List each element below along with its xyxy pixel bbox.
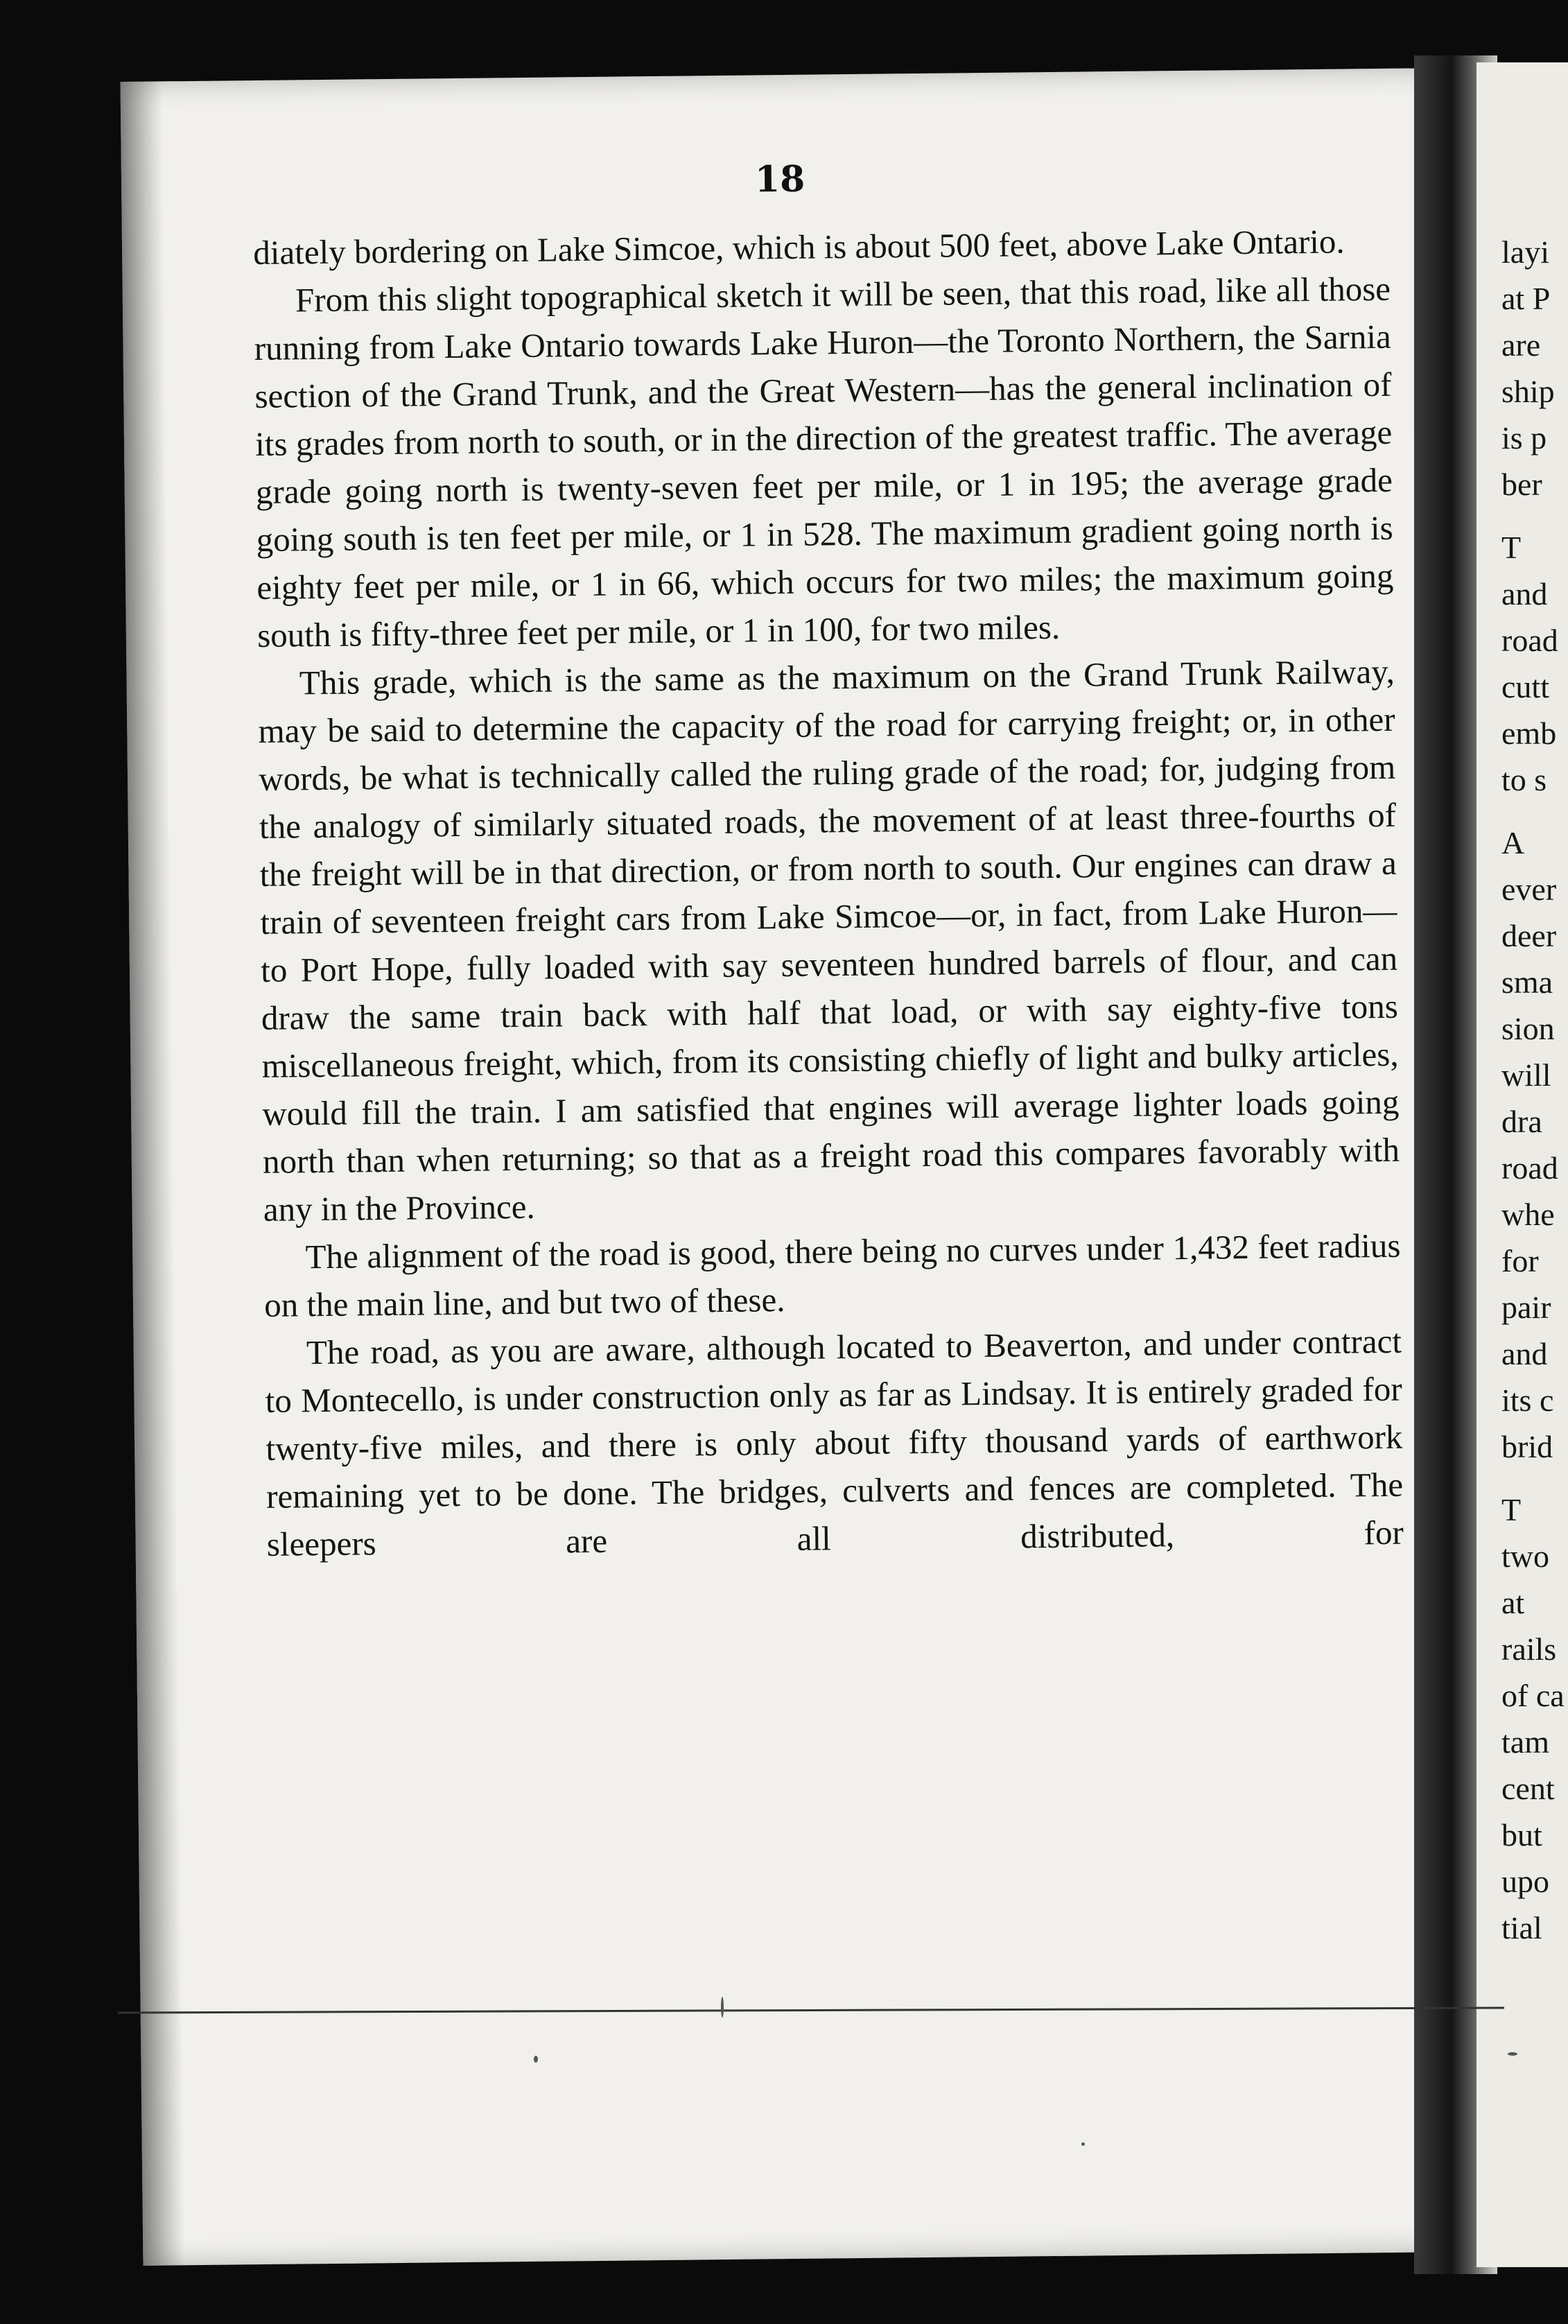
right-page-text-fragments — [1501, 229, 1568, 1951]
right-fragment-line: sma — [1501, 964, 1553, 1000]
right-fragment-line: pair — [1501, 1290, 1551, 1325]
scan-speck — [1508, 2052, 1517, 2056]
right-fragment-line: cent — [1501, 1771, 1555, 1806]
right-fragment-line: and — [1501, 576, 1548, 612]
right-fragment-line: will — [1501, 1057, 1551, 1093]
paragraph-gap — [1501, 1470, 1568, 1486]
right-fragment-line: tial — [1501, 1910, 1542, 1945]
paragraph-3: This grade, which is the same as the maximum on the Grand Trunk Railway, may be said to determine the capacity of the road for carrying freight; or, in other words, be what is technically called the ruling grade of the road; for, judging from the analogy of similarly situated roads, the movement of at least three-fourths of the freight will be in that direction, or from north to south. Our engines can draw a train of seventeen freight cars from Lake Simcoe—or, in fact, from Lake Huron—to Port Hope, fully loaded with say seventeen hundred barrels of flour, and can draw the same train back with half that load, or with say eighty-five tons miscellaneous freight, which, from its consisting chiefly of light and bulky articles, would fill the train. I am satisfied that engines will average lighter loads going north than when returning; so that as a freight road this compares favorably with any in the Province. — [258, 652, 1400, 1229]
right-fragment-line: road — [1501, 623, 1558, 658]
paragraph-5: The road, as you are aware, although located to Beaverton, and under contract to Montecello, is under construction only as far as Lindsay. It is entirely graded for twenty-five miles, and there is only about fifty thousand yards of earthwork remaining yet to be done. The bridges, culverts and fences are completed. The sleepers are all distributed, for — [265, 1321, 1404, 1563]
right-fragment-line: and — [1501, 1336, 1548, 1371]
right-fragment-line: ship — [1501, 374, 1555, 409]
right-fragment-line: is p — [1501, 420, 1547, 456]
right-fragment-line: sion — [1501, 1011, 1555, 1046]
right-fragment-line: A — [1501, 825, 1525, 860]
right-fragment-line: cutt — [1501, 669, 1549, 704]
body-text — [253, 217, 1404, 1568]
right-fragment-line: of ca — [1501, 1678, 1565, 1713]
right-fragment-line: at P — [1501, 281, 1551, 316]
right-fragment-line: at — [1501, 1585, 1525, 1620]
right-fragment-line: to s — [1501, 762, 1547, 797]
right-fragment-line: its c — [1501, 1382, 1554, 1418]
scan-speck — [1081, 2142, 1085, 2146]
right-fragment-line: ever — [1501, 872, 1557, 907]
right-fragment-line: but — [1501, 1817, 1542, 1853]
right-fragment-line: T — [1501, 530, 1522, 565]
paragraph-gap — [1501, 508, 1568, 524]
right-fragment-line: are — [1501, 327, 1541, 363]
right-fragment-line: two — [1501, 1538, 1549, 1574]
scan-speck — [534, 2056, 538, 2063]
right-fragment-line: dra — [1501, 1104, 1542, 1139]
paragraph-1: diately bordering on Lake Simcoe, which is about 500 feet, above Lake Ontario. — [253, 222, 1345, 272]
right-fragment-line: upo — [1501, 1864, 1549, 1899]
right-fragment-line: rails — [1501, 1631, 1557, 1667]
paragraph-4: The alignment of the road is good, there being no curves under 1,432 feet radius on the main line, and but two of these. — [263, 1226, 1401, 1324]
scan-speck — [721, 1997, 724, 2018]
right-fragment-line: whe — [1501, 1197, 1555, 1232]
right-fragment-line: emb — [1501, 716, 1557, 751]
right-fragment-line: for — [1501, 1243, 1539, 1278]
paragraph-gap — [1501, 803, 1568, 820]
right-fragment-line: deer — [1501, 918, 1557, 953]
right-fragment-line: tam — [1501, 1724, 1549, 1760]
right-fragment-line: T — [1501, 1492, 1522, 1527]
right-fragment-line: layi — [1501, 234, 1549, 270]
paragraph-2: From this slight topographical sketch it will be seen, that this road, like all those running from Lake Ontario towards Lake Huron—the Toronto Northern, the Sarnia section of the Grand Trunk, and the Great Western—has the general inclination of its grades from north to south, or in the direction of the greatest traffic. The average grade going north is twenty-seven feet per mile, or 1 in 195; the average grade going south is ten feet per mile, or 1 in 528. The maximum gradient going north is eighty feet per mile, or 1 in 66, which occurs for two miles; the maximum going south is fifty-three feet per mile, or 1 in 100, for two miles. — [254, 269, 1394, 654]
right-fragment-line: brid — [1501, 1429, 1553, 1464]
right-fragment-line: ber — [1501, 467, 1542, 502]
right-fragment-line: road — [1501, 1150, 1558, 1186]
page-number: 18 — [754, 157, 805, 201]
